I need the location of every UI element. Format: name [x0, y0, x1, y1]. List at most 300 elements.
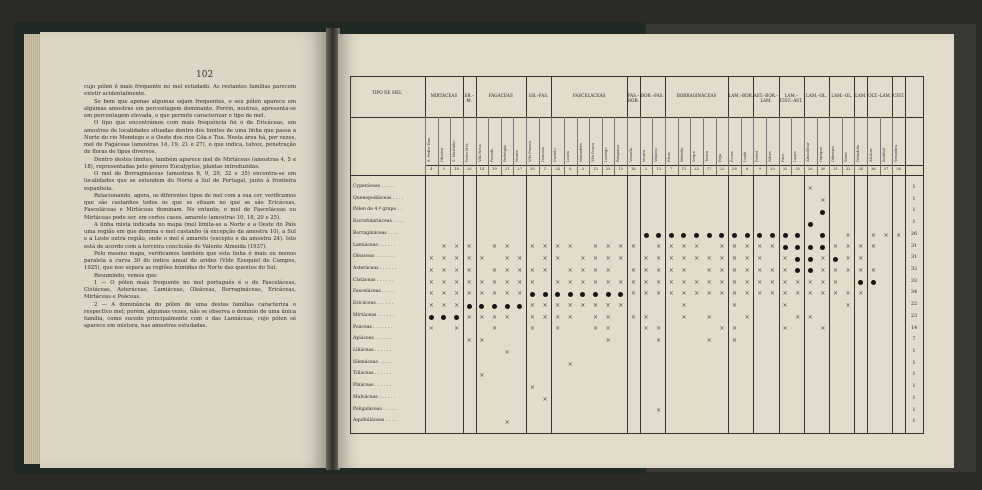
locality-label: Bragança	[616, 144, 621, 162]
sample-number: 36	[871, 167, 876, 171]
presence-cross: ×	[694, 290, 700, 298]
dominant-dot	[644, 233, 649, 238]
row-total: 34	[910, 289, 918, 296]
locality-label: Alcácer	[869, 148, 874, 162]
row-total: 1	[912, 359, 916, 366]
row-total: 1	[912, 207, 916, 214]
presence-cross: ×	[454, 266, 460, 274]
presence-cross: ×	[529, 384, 535, 391]
sample-number: 26	[807, 167, 813, 171]
locality-label: Silves	[768, 151, 773, 162]
presence-cross: ×	[567, 278, 573, 286]
locality-label: Odemira	[831, 146, 836, 162]
row-label: Aquifoliáceas . . . .	[353, 418, 396, 424]
presence-cross: ×	[858, 255, 864, 263]
row-total: 1	[912, 219, 916, 226]
presence-cross: ×	[593, 313, 599, 321]
presence-cross: ×	[858, 243, 864, 251]
paragraph: O mel de Borragináceas (amostras 6, 9, 29, 32 e 35) encontra-se em localidades que se estendem do Norte a Sul de Portugal, junto à fronteira espanhola.	[84, 171, 296, 192]
presence-cross: ×	[706, 337, 712, 345]
presence-cross: ×	[555, 302, 561, 309]
sample-number: 17	[706, 167, 712, 171]
dominant-dot	[669, 233, 674, 238]
presence-cross: ×	[542, 313, 548, 321]
sample-number: 14	[479, 167, 485, 171]
locality-label: Lamego	[603, 147, 608, 162]
row-label: Borragináceas . . . .	[353, 230, 399, 236]
presence-cross: ×	[820, 278, 826, 286]
dominant-dot	[745, 233, 750, 238]
presence-cross: ×	[668, 255, 674, 263]
presence-cross: ×	[643, 255, 649, 263]
locality-label: Évora	[730, 151, 735, 162]
dominant-dot	[757, 233, 762, 238]
presence-cross: ×	[479, 337, 485, 345]
col-header: TIPO DE MEL	[372, 90, 402, 95]
sample-number: 5	[442, 167, 446, 171]
dominant-dot	[454, 315, 459, 320]
dominant-dot	[429, 315, 434, 320]
presence-cross: ×	[694, 255, 700, 263]
presence-cross: ×	[593, 243, 599, 251]
group-header: ER.–M.	[464, 93, 475, 103]
presence-cross: ×	[668, 278, 674, 286]
locality-label: Sesimbra	[894, 144, 899, 162]
presence-cross: ×	[820, 255, 826, 263]
dominant-dot	[543, 292, 548, 297]
presence-cross: ×	[618, 302, 624, 309]
group-header: MIRTÁCEAS	[430, 93, 458, 98]
dominant-dot	[795, 245, 800, 250]
presence-cross: ×	[491, 243, 497, 251]
dominant-dot	[441, 315, 446, 320]
presence-cross: ×	[757, 243, 763, 251]
sample-number: 31	[833, 167, 838, 171]
row-label: Mirtáceas . . . . . .	[353, 312, 394, 318]
dominant-dot	[783, 233, 788, 238]
presence-cross: ×	[529, 302, 535, 309]
locality-label: Grândola	[856, 145, 861, 162]
sample-number: 24	[555, 167, 560, 171]
presence-cross: ×	[833, 266, 839, 274]
presence-cross: ×	[441, 255, 447, 263]
locality-label: Vila Franca	[528, 141, 533, 162]
presence-cross: ×	[630, 278, 636, 286]
presence-cross: ×	[517, 290, 523, 298]
row-total: 1	[912, 383, 916, 390]
row-total: 31	[910, 242, 918, 249]
presence-cross: ×	[744, 255, 750, 263]
row-total: 1	[912, 195, 916, 202]
presence-cross: ×	[542, 243, 548, 251]
presence-cross: ×	[630, 313, 636, 321]
presence-cross: ×	[656, 278, 662, 286]
locality-label: Almodôvar	[805, 142, 810, 162]
dominant-dot	[795, 257, 800, 262]
sample-number: 30	[820, 167, 826, 171]
presence-cross: ×	[529, 243, 535, 251]
paragraph: Relacionando, agora, os diferentes tipos de mel com a sua cor, verificamos que são castanhos todos os que se situam no que se são Ericáceas, Fasceláceas e Mirtáceas dominam. No entanto, o mel de Fasceláceas ou Mirtáceas pode ser, em certos casos, amarelo (amostras 10, 18, 20 e 25).	[84, 192, 296, 221]
dominant-dot	[820, 233, 825, 238]
presence-cross: ×	[630, 243, 636, 251]
presence-cross: ×	[491, 266, 497, 274]
sample-number: 11	[681, 167, 687, 171]
presence-cross: ×	[441, 266, 447, 274]
sample-number: 15	[618, 167, 624, 171]
sample-number: 13	[656, 167, 661, 171]
row-label: Quenopodiáceas . . . .	[353, 195, 404, 201]
presence-cross: ×	[706, 278, 712, 286]
presence-cross: ×	[428, 278, 434, 286]
presence-cross: ×	[593, 302, 599, 309]
dominant-dot	[656, 233, 661, 238]
presence-cross: ×	[567, 266, 573, 274]
presence-cross: ×	[807, 278, 813, 286]
locality-label: Sines	[843, 152, 848, 162]
row-total: 1	[912, 406, 916, 413]
presence-cross: ×	[782, 266, 788, 274]
locality-label: Faro	[780, 153, 785, 162]
presence-cross: ×	[542, 395, 548, 403]
presence-cross: ×	[441, 243, 447, 251]
paragraph: 1 — O pólen mais frequente no mel português é o de Fasceláceas, Cistáceas, Asteráceas, Lamiáceas, Oleáceas, Borragináceas, Ericáceas, Mirtáceas e Poáceas.	[84, 279, 296, 301]
presence-cross: ×	[757, 255, 763, 263]
dominant-dot	[795, 233, 800, 238]
presence-cross: ×	[454, 255, 460, 263]
row-label: Asteráceas . . . . . .	[353, 266, 397, 271]
presence-cross: ×	[479, 255, 485, 263]
presence-cross: ×	[491, 290, 497, 298]
presence-cross: ×	[593, 255, 599, 263]
locality-label: S. Martinho	[452, 140, 457, 162]
sample-number: 38	[896, 167, 901, 171]
paragraph: O tipo que encontrámos com mais frequência foi o de Ericáceas, em amostras de localidades situadas dentro dos limites de uma linha que passa a Norte do rio Mondego e a Oeste dos rios Côa e Tua. Nesta área há, por vezes, mel de Fagáceas (amostras 14, 19, 21 e 27), o que indica, talvez, penetração de floras de tipos diversos.	[84, 120, 296, 156]
group-header: LAM.–OL.	[806, 93, 828, 98]
presence-cross: ×	[656, 266, 662, 274]
dominant-dot	[871, 280, 876, 285]
presence-cross: ×	[605, 313, 611, 321]
presence-cross: ×	[833, 243, 839, 251]
presence-cross: ×	[858, 290, 864, 298]
row-label: Ericáceas . . . . . .	[353, 301, 394, 307]
presence-cross: ×	[870, 243, 876, 251]
row-label: Apiáceas . . . . . .	[353, 336, 392, 342]
left-page-text	[84, 84, 296, 331]
presence-cross: ×	[555, 325, 561, 333]
presence-cross: ×	[643, 278, 649, 286]
row-label: Liliáceas . . . . . .	[353, 348, 392, 353]
presence-cross: ×	[529, 278, 535, 286]
presence-cross: ×	[542, 266, 548, 274]
presence-cross: ×	[719, 325, 725, 333]
row-label: Poáceas . . . . . . .	[353, 324, 393, 330]
row-total: 32	[910, 266, 918, 272]
sample-number: 23	[719, 167, 725, 171]
presence-cross: ×	[820, 196, 826, 204]
group-header: FAGÁCEAS	[488, 93, 513, 98]
row-total: 31	[910, 254, 918, 261]
presence-cross: ×	[706, 266, 712, 274]
sample-number: 9	[758, 167, 761, 171]
locality-label: Loulé	[742, 151, 747, 162]
paragraph: 2 — A dominância do pólen de uma destas famílias caracteriza o respectivo mel; porém, algumas vezes, não se observa o domínio de uma única família, como sucede principalmente com o das Lamiáceas, cujo pólen só aparece em mistura, nas amostras estudadas.	[84, 301, 296, 330]
presence-cross: ×	[643, 290, 649, 298]
presence-cross: ×	[504, 419, 510, 427]
presence-cross: ×	[681, 313, 687, 321]
presence-cross: ×	[845, 243, 851, 251]
sample-number: 28	[732, 167, 737, 171]
presence-cross: ×	[504, 278, 510, 286]
presence-cross: ×	[744, 278, 750, 286]
presence-cross: ×	[466, 243, 472, 251]
presence-cross: ×	[795, 313, 801, 321]
presence-cross: ×	[466, 290, 472, 298]
presence-cross: ×	[731, 325, 737, 333]
presence-cross: ×	[731, 266, 737, 274]
sample-number: 8	[569, 167, 572, 171]
dominant-dot	[681, 233, 686, 238]
sample-number: 32	[782, 167, 788, 171]
locality-label: Gouveia	[540, 147, 545, 162]
presence-cross: ×	[719, 266, 725, 274]
group-header: BOR.–FAS.	[640, 93, 664, 98]
sample-number: 27	[517, 167, 522, 171]
row-label: Cyperáceas . . . . .	[353, 184, 395, 189]
locality-label: Setúbal	[881, 148, 886, 162]
presence-cross: ×	[870, 231, 876, 239]
presence-cross: ×	[454, 278, 460, 286]
presence-cross: ×	[567, 302, 573, 309]
sample-number: 12	[593, 167, 598, 171]
presence-cross: ×	[479, 290, 485, 298]
presence-cross: ×	[820, 325, 826, 333]
group-header: FAS.–BOR.	[627, 93, 640, 103]
presence-cross: ×	[782, 290, 788, 298]
presence-cross: ×	[744, 266, 750, 274]
presence-cross: ×	[593, 325, 599, 333]
presence-cross: ×	[618, 243, 624, 251]
dominant-dot	[858, 280, 863, 285]
locality-label: Oliveira	[439, 147, 444, 162]
presence-cross: ×	[845, 255, 851, 263]
dominant-dot	[808, 222, 813, 227]
presence-cross: ×	[681, 243, 687, 251]
presence-cross: ×	[555, 313, 561, 321]
presence-cross: ×	[681, 290, 687, 298]
presence-cross: ×	[529, 313, 535, 321]
presence-cross: ×	[706, 313, 712, 321]
dominant-dot	[808, 257, 813, 262]
group-header: LAM.–OL.	[831, 93, 853, 98]
presence-cross: ×	[820, 266, 826, 274]
locality-label: Ourique	[818, 147, 823, 162]
presence-cross: ×	[517, 266, 523, 274]
presence-cross: ×	[845, 302, 851, 309]
presence-cross: ×	[605, 302, 611, 309]
row-label: Silenáceas . . . . .	[353, 359, 393, 365]
locality-label: Vouzela	[629, 147, 634, 162]
presence-cross: ×	[731, 243, 737, 251]
presence-cross: ×	[845, 266, 851, 274]
presence-cross: ×	[466, 313, 472, 321]
presence-cross: ×	[580, 255, 586, 263]
presence-cross: ×	[605, 255, 611, 263]
presence-cross: ×	[466, 266, 472, 274]
dominant-dot	[833, 257, 838, 262]
presence-cross: ×	[668, 266, 674, 274]
locality-label: Vila Nova	[477, 144, 482, 162]
pollen-table	[350, 76, 924, 434]
row-label: Tiliáceas . . . . . .	[353, 371, 392, 377]
dominant-dot	[530, 292, 535, 297]
presence-cross: ×	[656, 407, 662, 415]
presence-cross: ×	[441, 290, 447, 298]
locality-label: Elvas	[667, 152, 671, 162]
presence-cross: ×	[504, 313, 510, 321]
dominant-dot	[707, 233, 712, 238]
presence-cross: ×	[807, 313, 813, 321]
presence-cross: ×	[454, 243, 460, 251]
row-label: Pólen de 4.º grupo . .	[353, 207, 403, 213]
paragraph: A linha mista indicada no mapa (mel limita-se a Norte e a Oeste do País uma região em que domina o mel castanho (à excepção da amostra 10), a Sul e a Leste outra região, onde o mel é amarelo (excepto o da amostra 24). Isto está de acordo com a terceira conclusão de Valente Almeida (1937).	[84, 221, 296, 250]
locality-label: Vila Pouca	[591, 142, 596, 162]
presence-cross: ×	[795, 278, 801, 286]
dominant-dot	[492, 304, 497, 309]
group-header: OLT.–LAM.	[868, 93, 892, 98]
row-total: 26	[910, 230, 918, 237]
group-header: LAM.–BOR.	[728, 93, 754, 98]
presence-cross: ×	[656, 290, 662, 298]
row-total: 7	[912, 336, 916, 343]
dominant-dot	[808, 245, 813, 250]
presence-cross: ×	[820, 290, 826, 298]
presence-cross: ×	[491, 313, 497, 321]
presence-cross: ×	[807, 290, 813, 298]
presence-cross: ×	[643, 313, 649, 321]
locality-label: Penedo	[490, 148, 495, 162]
presence-cross: ×	[769, 278, 775, 286]
sample-number: 29	[770, 167, 775, 171]
sample-number: 34	[858, 167, 864, 171]
paragraph: Dentro destes limites, também aparece mel de Mirtáceas (amostras 4, 5 e 18), representadas pelo género Eucalyptus, plantas introduzidas.	[84, 156, 296, 170]
presence-cross: ×	[719, 255, 725, 263]
presence-cross: ×	[454, 290, 460, 298]
presence-cross: ×	[593, 278, 599, 286]
presence-cross: ×	[529, 325, 535, 333]
presence-cross: ×	[567, 360, 573, 368]
dominant-dot	[694, 233, 699, 238]
presence-cross: ×	[896, 231, 902, 239]
locality-label: Tavira	[704, 150, 709, 162]
row-total: 22	[910, 301, 918, 308]
dominant-dot	[820, 245, 825, 250]
locality-label: Castelo	[553, 148, 558, 162]
locality-label: Lousã	[565, 151, 570, 162]
presence-cross: ×	[769, 243, 775, 251]
presence-cross: ×	[466, 255, 472, 263]
presence-cross: ×	[656, 325, 662, 333]
presence-cross: ×	[719, 278, 725, 286]
group-header: BORRAGINÁCEAS	[676, 93, 717, 98]
presence-cross: ×	[555, 278, 561, 286]
presence-cross: ×	[744, 243, 750, 251]
presence-cross: ×	[883, 231, 889, 239]
group-header: FASCELÁCEAS	[572, 93, 606, 98]
presence-cross: ×	[504, 243, 510, 251]
locality-label: Mértola	[679, 147, 684, 162]
sample-number: 22	[694, 167, 699, 171]
presence-cross: ×	[454, 325, 460, 333]
presence-cross: ×	[731, 337, 737, 345]
presence-cross: ×	[656, 337, 662, 345]
sample-number: 7	[670, 167, 673, 171]
presence-cross: ×	[858, 266, 864, 274]
row-label: Pináceas . . . . . .	[353, 383, 392, 389]
row-total: 23	[910, 312, 918, 319]
presence-cross: ×	[643, 266, 649, 274]
presence-cross: ×	[504, 266, 510, 274]
presence-cross: ×	[643, 325, 649, 333]
presence-cross: ×	[428, 266, 434, 274]
dominant-dot	[783, 245, 788, 250]
presence-cross: ×	[441, 278, 447, 286]
presence-cross: ×	[491, 325, 497, 333]
presence-cross: ×	[618, 278, 624, 286]
presence-cross: ×	[454, 302, 460, 309]
group-header: LAM.	[855, 93, 867, 98]
presence-cross: ×	[668, 290, 674, 298]
presence-cross: ×	[731, 278, 737, 286]
presence-cross: ×	[845, 231, 851, 239]
presence-cross: ×	[694, 278, 700, 286]
sample-number: 18	[454, 167, 459, 171]
row-label: Malváceas . . . . . .	[353, 394, 396, 400]
presence-cross: ×	[757, 290, 763, 298]
row-label: Cistáceas . . . . . .	[353, 277, 393, 283]
presence-cross: ×	[694, 243, 700, 251]
table-rule	[425, 165, 923, 166]
locality-label: Pedrógão	[502, 144, 507, 162]
sample-number: 37	[883, 167, 889, 171]
presence-cross: ×	[555, 243, 561, 251]
row-total: 1	[912, 371, 916, 378]
presence-cross: ×	[479, 278, 485, 286]
dominant-dot	[593, 292, 598, 297]
presence-cross: ×	[630, 266, 636, 274]
sample-number: 20	[466, 167, 472, 171]
dominant-dot	[467, 304, 472, 309]
presence-cross: ×	[782, 278, 788, 286]
presence-cross: ×	[719, 243, 725, 251]
presence-cross: ×	[491, 278, 497, 286]
locality-label: Portel	[755, 151, 760, 162]
presence-cross: ×	[769, 290, 775, 298]
presence-cross: ×	[656, 243, 662, 251]
presence-cross: ×	[807, 184, 813, 192]
presence-cross: ×	[681, 278, 687, 286]
dominant-dot	[719, 233, 724, 238]
presence-cross: ×	[870, 266, 876, 274]
presence-cross: ×	[681, 266, 687, 274]
sample-number: 19	[492, 167, 497, 171]
presence-cross: ×	[580, 278, 586, 286]
presence-cross: ×	[542, 302, 548, 309]
presence-cross: ×	[731, 255, 737, 263]
presence-cross: ×	[567, 313, 573, 321]
sample-number: 10	[530, 167, 535, 171]
paragraph: Pelo mesmo mapa, verificamos também que esta linha é mais ou menos paralela à curva 30 do índice anual de aridez (Vide Ezequiel de Campos, 1925), que nos separa as regiões húmidas do Norte das quentes do Sul.	[84, 250, 296, 272]
presence-cross: ×	[529, 266, 535, 274]
